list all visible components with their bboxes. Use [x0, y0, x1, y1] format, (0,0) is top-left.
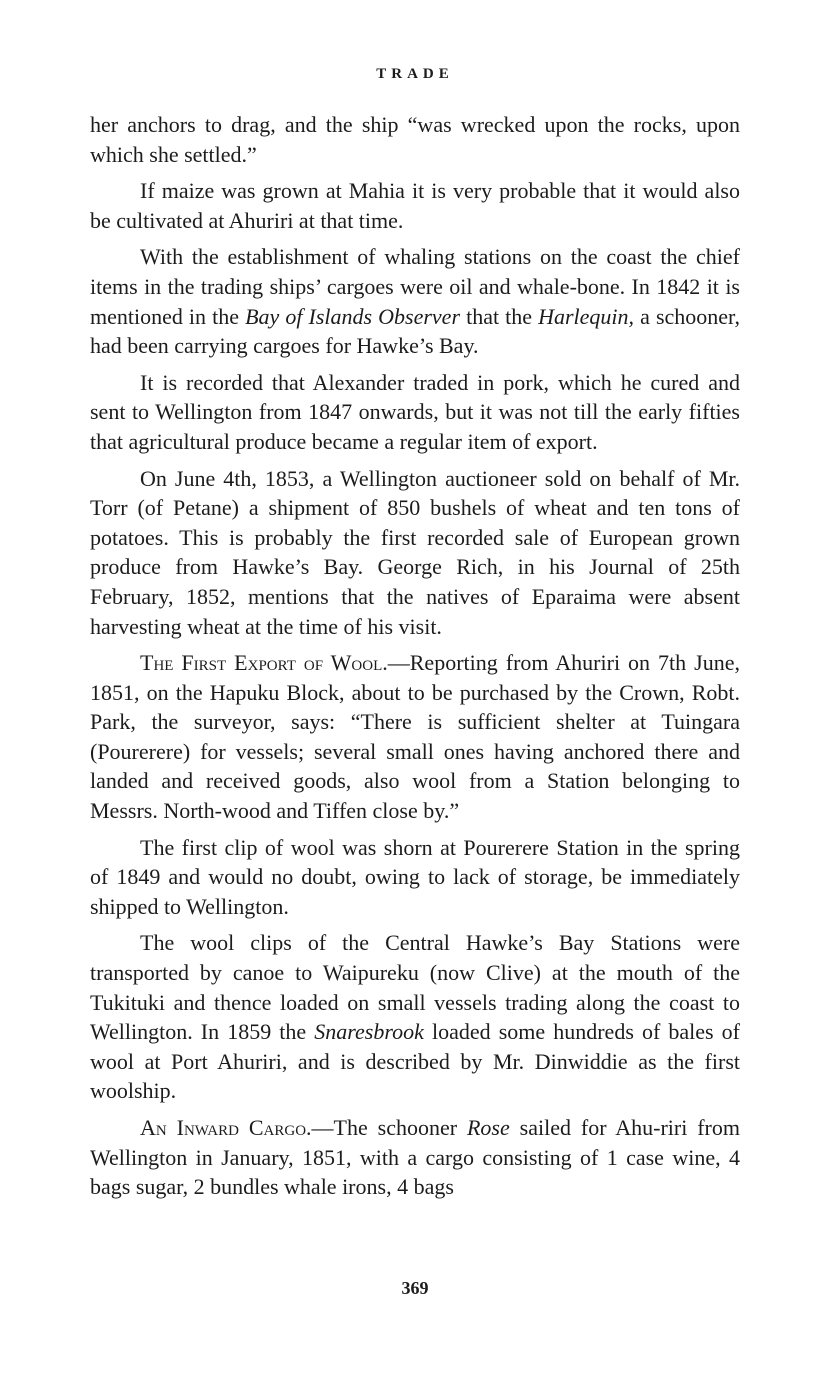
paragraph [90, 176, 740, 235]
paragraph-text: —Reporting from Ahuriri on 7th June, 1851, on the Hapuku Block, about to be purchased by the Crown, Robt. Park, the surveyor, says: “There is sufficient shelter at Tuingara (Pourerere) for vessels; several small ones having anchored there and landed and received goods, also wool from a Station belonging to Messrs. North-wood and Tiffen close by.” [90, 650, 740, 824]
paragraph-text: If maize was grown at Mahia it is very probable that it would also be cultivated at Ahuriri at that time. [90, 178, 740, 233]
paragraph [90, 110, 740, 169]
paragraph-text: loaded some hundreds of bales of wool at Port Ahuriri, and is described by Mr. Dinwiddie as the first woolship. [90, 1019, 740, 1104]
ship-name: Harlequin, [538, 303, 635, 329]
paragraph [90, 1113, 740, 1202]
paragraph-text: her anchors to drag, and the ship “was wrecked upon the rocks, upon which she settled.” [90, 112, 740, 167]
paragraph [90, 464, 740, 642]
newspaper-title: Bay of Islands Observer [245, 303, 461, 329]
paragraph-text: a schooner, had been carrying cargoes for Hawke’s Bay. [90, 303, 740, 359]
paragraph-text: that the [460, 303, 539, 329]
paragraph [90, 928, 740, 1106]
section-heading: An Inward Cargo. [140, 1115, 312, 1140]
section-heading: The First Export of Wool. [140, 650, 388, 676]
paragraph-text: —The schooner [311, 1115, 467, 1140]
page-number: 369 [401, 1278, 429, 1298]
paragraph-text: It is recorded that Alexander traded in pork, which he cured and sent to Wellington from 1847 onwards, but it was not till the early fifties that agricultural produce became a regular item of export. [90, 369, 740, 454]
ship-name: Rose [466, 1115, 510, 1140]
paragraph-text: sailed for Ahu-riri from Wellington in January, 1851, with a cargo consisting of 1 case wine, 4 bags sugar, 2 bundles whale irons, 4 bags [90, 1115, 740, 1200]
paragraph [90, 368, 740, 457]
body-text [90, 110, 740, 1209]
running-head: TRADE [376, 66, 454, 82]
paragraph-text: The wool clips of the Central Hawke’s Bay Stations were transported by canoe to Waipureku (now Clive) at the mouth of the Tukituki and thence loaded on small vessels trading along the coast to Wellington. In 1859 the [90, 930, 740, 1045]
paragraph [90, 833, 740, 922]
paragraph-text: On June 4th, 1853, a Wellington auctioneer sold on behalf of Mr. Torr (of Petane) a shipment of 850 bushels of wheat and ten tons of potatoes. This is probably the first recorded sale of European grown produce from Hawke’s Bay. George Rich, in his Journal of 25th February, 1852, mentions that the natives of Eparaima were absent harvesting wheat at the time of his visit. [90, 465, 740, 639]
paragraph [90, 648, 740, 826]
paragraph-text: With the establishment of whaling stations on the coast the chief items in the trading ships’ cargoes were oil and whale-bone. In 1842 it is mentioned in the [90, 244, 740, 329]
ship-name: Snaresbrook [314, 1019, 424, 1045]
paragraph-text: The first clip of wool was shorn at Pourerere Station in the spring of 1849 and would no doubt, owing to lack of storage, be immediately shipped to Wellington. [90, 834, 740, 919]
paragraph [90, 242, 740, 360]
